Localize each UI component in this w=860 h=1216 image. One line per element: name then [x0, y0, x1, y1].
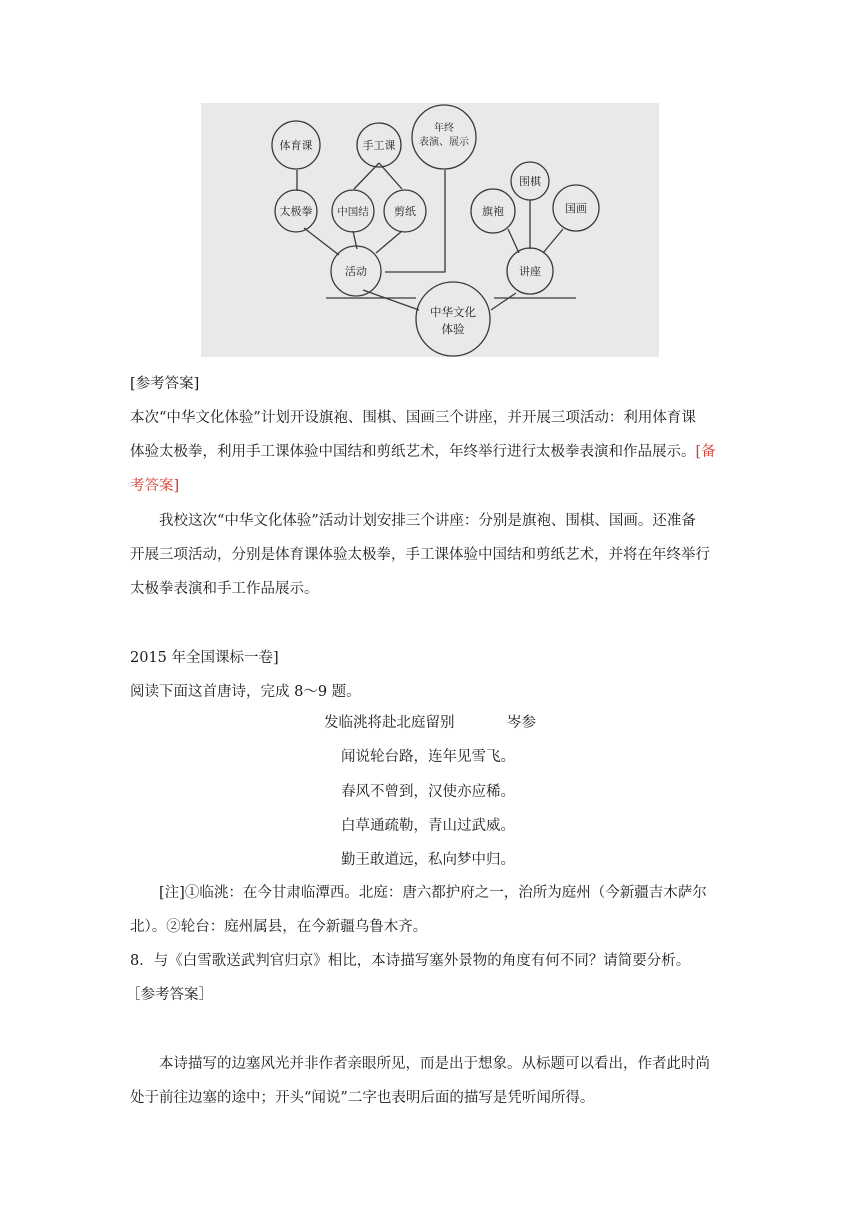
backup-answer-label-end: 考答案] [130, 478, 180, 494]
poem-line-1: 闻说轮台路，连年见雪飞。 [341, 749, 515, 765]
answer-line-1: 本次“中华文化体验”计划开设旗袍、围棋、国画三个讲座，并开展三项活动：利用体育课 [130, 410, 696, 426]
diagram-labels [280, 121, 588, 336]
node-yearend-2: 表演、展示 [419, 137, 469, 148]
node-root-1: 中华文化 [430, 305, 476, 319]
concept-diagram [201, 103, 659, 357]
instruction: 阅读下面这首唐诗，完成 8～9 题。 [130, 684, 361, 700]
exam-source: 2015 年全国课标一卷] [130, 650, 279, 666]
backup-line-3: 太极拳表演和手工作品展示。 [130, 581, 319, 597]
node-go: 围棋 [519, 175, 541, 188]
node-qipao: 旗袍 [482, 205, 504, 218]
backup-line-1: 我校这次“中华文化体验”活动计划安排三个讲座：分别是旗袍、围棋、国画。还准备 [159, 513, 696, 529]
note-line-2: 北）。②轮台：庭州属县，在今新疆乌鲁木齐。 [130, 919, 428, 935]
node-root-2: 体验 [441, 322, 465, 336]
node-pe: 体育课 [279, 139, 313, 152]
node-activity: 活动 [345, 265, 367, 278]
answer-line-2 [130, 442, 716, 462]
poem-line-3: 白草通疏勒，青山过武威。 [341, 818, 515, 834]
question-8: 8．与《白雪歌送武判官归京》相比，本诗描写塞外景物的角度有何不同？请简要分析。 [130, 953, 691, 969]
backup-answer-label-start: [备 [695, 444, 716, 460]
poem-author: 岑参 [507, 715, 536, 731]
backup-line-2: 开展三项活动，分别是体育课体验太极拳，手工课体验中国结和剪纸艺术，并将在年终举行 [130, 547, 710, 563]
node-lecture: 讲座 [519, 265, 541, 278]
poem-title: 发临洮将赴北庭留别 [324, 715, 455, 731]
node-root-circle [416, 282, 490, 356]
node-taiji: 太极拳 [279, 205, 313, 218]
note-line-1: [注]①临洮：在今甘肃临潭西。北庭：唐六都护府之一，治所为庭州（今新疆吉木萨尔 [159, 885, 707, 901]
poem-line-2: 春风不曾到，汉使亦应稀。 [341, 784, 515, 800]
poem-line-4: 勤王敢道远，私向梦中归。 [341, 852, 515, 868]
ref-answer-label-2: ［参考答案］ [126, 987, 213, 1003]
ref-answer-label-1: [参考答案] [130, 376, 200, 392]
node-knot: 中国结 [337, 206, 369, 218]
diagram-svg [201, 103, 659, 357]
answer-line-2-text: 体验太极拳，利用手工课体验中国结和剪纸艺术，年终举行进行太极拳表演和作品展示。 [130, 444, 696, 460]
analysis-line-1: 本诗描写的边塞风光并非作者亲眼所见，而是出于想象。从标题可以看出，作者此时尚 [159, 1056, 710, 1072]
analysis-line-2: 处于前往边塞的途中；开头“闻说”二字也表明后面的描写是凭听闻所得。 [130, 1090, 595, 1106]
node-craft: 手工课 [362, 139, 396, 152]
node-paper: 剪纸 [394, 205, 416, 218]
node-painting: 国画 [565, 202, 587, 215]
node-yearend-1: 年终 [434, 123, 454, 134]
